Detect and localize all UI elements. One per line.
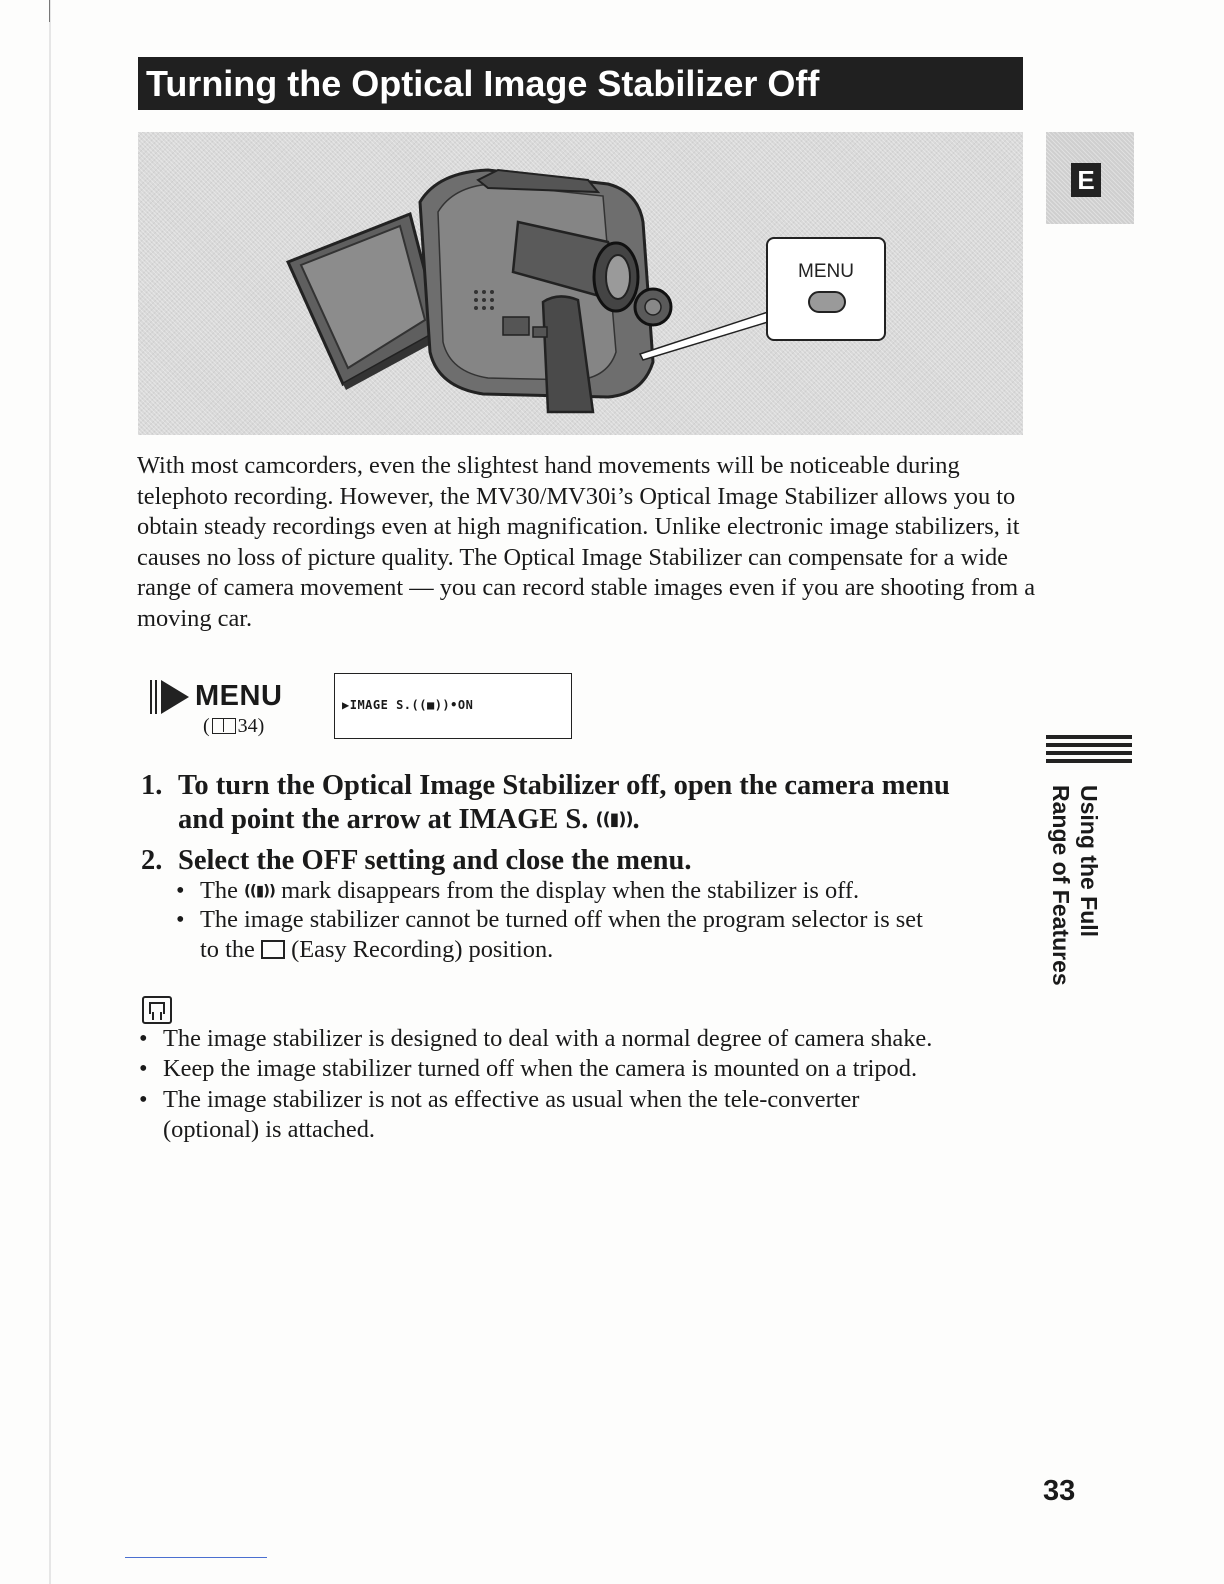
step-text: and point the arrow at IMAGE S. [178,804,589,836]
easy-recording-icon [261,940,285,959]
menu-page-reference [203,715,264,738]
language-tab [1046,132,1134,224]
step-number: 1. [141,770,163,801]
page-title: Turning the Optical Image Stabilizer Off [138,57,1023,110]
bullet-text: mark disappears from the display when the stabilizer is off. [281,877,860,904]
stabilizer-icon: ((▮)) [244,881,275,900]
page-number: 33 [1043,1475,1076,1507]
scan-mark [49,0,50,22]
note-text: The image stabilizer is designed to deal with a normal degree of camera shake. [163,1025,933,1052]
step-line: To turn the Optical Image Stabilizer off, open the camera menu [178,770,950,801]
step-1 [141,769,1038,837]
bullet-text: The [200,877,238,904]
note-text: The image stabilizer is not as effective as usual when the tele-converter (optional) is attached. [163,1086,860,1143]
step-number: 2. [141,845,163,876]
menu-callout-label: MENU [798,261,854,282]
menu-ref-page: 34) [237,715,265,737]
menu-ref-open: ( [203,715,210,737]
camcorder-icon [138,132,1023,435]
step-2-bullet: • The ((▮)) mark disappears from the display when the stabilizer is off. [176,877,860,904]
scan-edge [49,0,51,1584]
note-item: • Keep the image stabilizer turned off when the camera is mounted on a tripod. [139,1055,918,1082]
section-label-line-1: Using the Full [1076,785,1102,938]
note-item: • The image stabilizer is not as effective as usual when the tele-converter (optional) is attached. [139,1086,860,1143]
bullet-text: (Easy Recording) position. [291,935,554,963]
step-line [178,803,1038,837]
camcorder-illustration [138,132,1023,435]
menu-display-text: ▶IMAGE S.((■))•ON [342,698,474,712]
bullet-text: to the [200,935,255,963]
intro-paragraph: With most camcorders, even the slightest hand movements will be noticeable during telephoto recording. However, the MV30/MV30i’s Optical Image Stabilizer allows you to obtain steady recordings even at high magnification. Unlike electronic image stabilizers, it causes no loss of picture quality. The Optical Image Stabilizer can compensate for a wide range of camera movement — you can record stable images even if you are shooting from a moving car. [137,452,1036,632]
step-line: Select the OFF setting and close the menu. [178,845,692,876]
stabilizer-icon: ((▮)) [595,810,633,830]
menu-display-box [334,673,572,739]
section-label [1044,785,1104,1000]
step-2 [141,844,1038,878]
menu-label: MENU [195,680,283,712]
note-text: Keep the image stabilizer turned off when the camera is mounted on a tripod. [163,1055,918,1082]
note-icon [142,996,172,1024]
book-icon [212,718,236,734]
note-item: • The image stabilizer is designed to deal with a normal degree of camera shake. [139,1025,933,1052]
step-text: . [632,804,640,836]
menu-marker [150,676,310,720]
menu-arrow-icon [161,680,189,714]
section-marker-bars [1046,735,1132,767]
menu-callout [766,237,886,341]
menu-button-icon [808,291,846,313]
section-label-line-2: Range of Features [1048,785,1074,986]
language-tab-letter: E [1071,163,1101,197]
bullet-text: The image stabilizer cannot be turned off when the program selector is set [200,906,923,933]
footer-rule [125,1557,267,1558]
step-2-bullet: • The image stabilizer cannot be turned off when the program selector is set to the (Easy Recording) position. [200,905,1020,964]
